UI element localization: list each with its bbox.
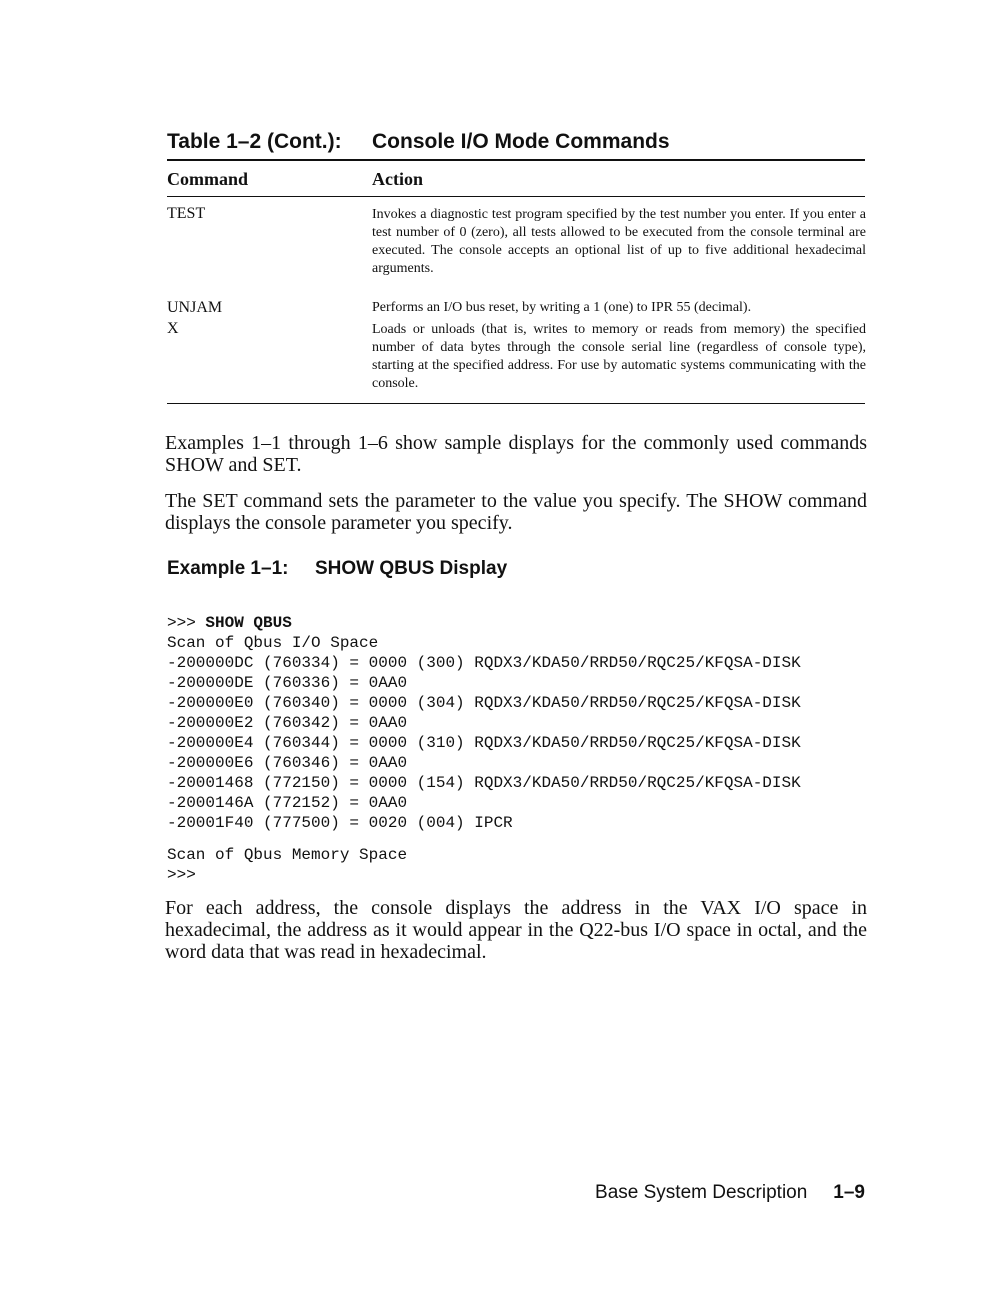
- console-prompt: >>>: [167, 614, 206, 632]
- console-command: SHOW QBUS: [205, 614, 292, 632]
- example-caption-number: Example 1–1:: [167, 558, 289, 579]
- table-bottom-rule: [167, 403, 865, 404]
- console-output-line: -200000E0 (760340) = 0000 (304) RQDX3/KDA50/RRD50/RQC25/KFQSA-DISK: [167, 694, 801, 712]
- table-row-command: X: [167, 320, 179, 337]
- table-row-action: Performs an I/O bus reset, by writing a 1 (one) to IPR 55 (decimal).: [372, 300, 752, 315]
- console-output-line: -200000DC (760334) = 0000 (300) RQDX3/KDA50/RRD50/RQC25/KFQSA-DISK: [167, 654, 801, 672]
- console-output-line: -200000E6 (760346) = 0AA0: [167, 754, 408, 772]
- example-caption-title: SHOW QBUS Display: [315, 558, 508, 579]
- scan-memory-header: Scan of Qbus Memory Space: [167, 846, 408, 864]
- console-output-line: -200000DE (760336) = 0AA0: [167, 674, 408, 692]
- table-header-rule: [167, 196, 865, 197]
- column-header-command: Command: [167, 169, 249, 189]
- table-caption-title: Console I/O Mode Commands: [372, 130, 670, 153]
- console-command-line: [167, 613, 292, 633]
- console-output-line: -2000146A (772152) = 0AA0: [167, 794, 408, 812]
- example-caption: [167, 558, 507, 580]
- console-output-line: -200000E4 (760344) = 0000 (310) RQDX3/KDA50/RRD50/RQC25/KFQSA-DISK: [167, 734, 801, 752]
- scan-io-header: Scan of Qbus I/O Space: [167, 634, 379, 652]
- footer-section-title: Base System Description: [595, 1182, 808, 1203]
- paragraph-examples-intro: Examples 1–1 through 1–6 show sample displays for the commonly used commands SHOW and SET.: [165, 432, 867, 476]
- page-number: 1–9: [833, 1182, 865, 1203]
- column-header-action: Action: [372, 169, 423, 189]
- table-row-action: Loads or unloads (that is, writes to memory or reads from memory) the specified number of data bytes through the console serial line (regardless of console type), starting at the specified address. For use by automatic systems communicating with the console.: [372, 322, 866, 391]
- paragraph-address-explanation: For each address, the console displays the address in the VAX I/O space in hexadecimal, the address as it would appear in the Q22-bus I/O space in octal, and the word data that was read in hexadecimal.: [165, 897, 867, 963]
- console-final-prompt: >>>: [167, 866, 196, 884]
- page-footer: [595, 1182, 865, 1204]
- table-row-command: UNJAM: [167, 299, 223, 316]
- table-caption-number: Table 1–2 (Cont.):: [167, 130, 342, 153]
- console-output-line: -20001F40 (777500) = 0020 (004) IPCR: [167, 814, 513, 832]
- console-output-line: -20001468 (772150) = 0000 (154) RQDX3/KDA50/RRD50/RQC25/KFQSA-DISK: [167, 774, 801, 792]
- table-row-command: TEST: [167, 205, 206, 222]
- paragraph-set-show: The SET command sets the parameter to the value you specify. The SHOW command displays the console parameter you specify.: [165, 490, 867, 534]
- table-row-action: Invokes a diagnostic test program specified by the test number you enter. If you enter a test number of 0 (zero), all tests allowed to be executed from the console terminal are executed. The console accepts an optional list of up to five additional hexadecimal arguments.: [372, 207, 866, 276]
- console-output-line: -200000E2 (760342) = 0AA0: [167, 714, 408, 732]
- table-caption: [167, 130, 670, 154]
- table-top-rule: [167, 159, 865, 161]
